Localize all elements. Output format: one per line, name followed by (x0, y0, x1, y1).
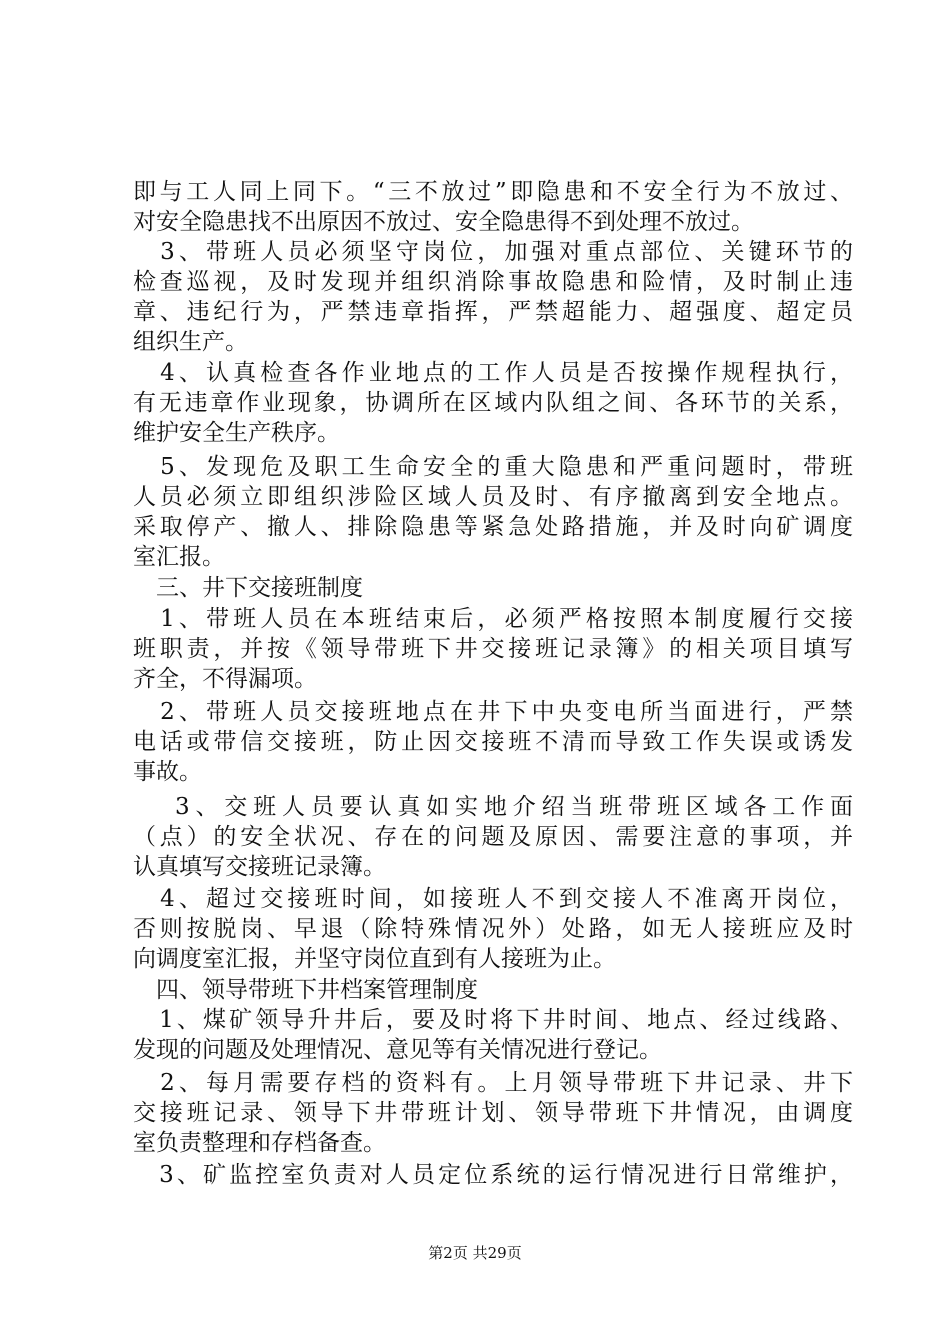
text-line: 否则按脱岗、早退（除特殊情况外）处路，如无人接班应及时 (133, 916, 853, 942)
text-line: 有无违章作业现象，协调所在区域内队组之间、各环节的关系， (133, 390, 853, 416)
text-line: 向调度室汇报，并坚守岗位直到有人接班为止。 (133, 946, 616, 972)
text-line: 发现的问题及处理情况、意见等有关情况进行登记。 (133, 1037, 662, 1063)
text-line: 认真填写交接班记录簿。 (133, 854, 386, 880)
text-line: 人员必须立即组织涉险区域人员及时、有序撤离到安全地点。 (133, 484, 853, 510)
text-line: 组织生产。 (133, 329, 248, 355)
text-line: 2、带班人员交接班地点在井下中央变电所当面进行，严禁 (133, 699, 853, 725)
text-line: 3、带班人员必须坚守岗位，加强对重点部位、关键环节的 (133, 239, 853, 265)
text-line: 4、认真检查各作业地点的工作人员是否按操作规程执行， (133, 360, 853, 386)
text-line: 章、违纪行为，严禁违章指挥，严禁超能力、超强度、超定员 (133, 299, 853, 325)
text-line: 检查巡视，及时发现并组织消除事故隐患和险情，及时制止违 (133, 269, 853, 295)
text-line: 即与工人同上同下。“三不放过”即隐患和不安全行为不放过、 (133, 179, 853, 205)
text-line: 室汇报。 (133, 544, 225, 570)
text-line: 5、发现危及职工生命安全的重大隐患和严重问题时，带班 (133, 454, 853, 480)
text-line: 齐全，不得漏项。 (133, 666, 317, 692)
text-line: 3、交班人员要认真如实地介绍当班带班区域各工作面 (133, 794, 853, 820)
text-line: 采取停产、撤人、排除隐患等紧急处路措施，并及时向矿调度 (133, 514, 853, 540)
text-line: （点）的安全状况、存在的问题及原因、需要注意的事项，并 (133, 824, 853, 850)
section-heading: 三、井下交接班制度 (133, 575, 363, 601)
text-line: 对安全隐患找不出原因不放过、安全隐患得不到处理不放过。 (133, 209, 754, 235)
section-heading: 四、领导带班下井档案管理制度 (133, 977, 478, 1003)
text-line: 维护安全生产秩序。 (133, 420, 340, 446)
page-number: 第2页 共29页 (428, 1244, 522, 1262)
text-line: 室负责整理和存档备查。 (133, 1130, 386, 1156)
text-line: 2、每月需要存档的资料有。上月领导带班下井记录、井下 (133, 1070, 853, 1096)
text-line: 1、煤矿领导升井后，要及时将下井时间、地点、经过线路、 (133, 1007, 853, 1033)
text-line: 3、矿监控室负责对人员定位系统的运行情况进行日常维护， (133, 1162, 853, 1188)
text-line: 班职责，并按《领导带班下井交接班记录簿》的相关项目填写 (133, 636, 853, 662)
text-line: 1、带班人员在本班结束后，必须严格按照本制度履行交接 (133, 606, 853, 632)
text-line: 4、超过交接班时间，如接班人不到交接人不准离开岗位， (133, 886, 853, 912)
text-line: 事故。 (133, 759, 202, 785)
text-line: 交接班记录、领导下井带班计划、领导带班下井情况，由调度 (133, 1100, 853, 1126)
text-line: 电话或带信交接班，防止因交接班不清而导致工作失误或诱发 (133, 729, 853, 755)
